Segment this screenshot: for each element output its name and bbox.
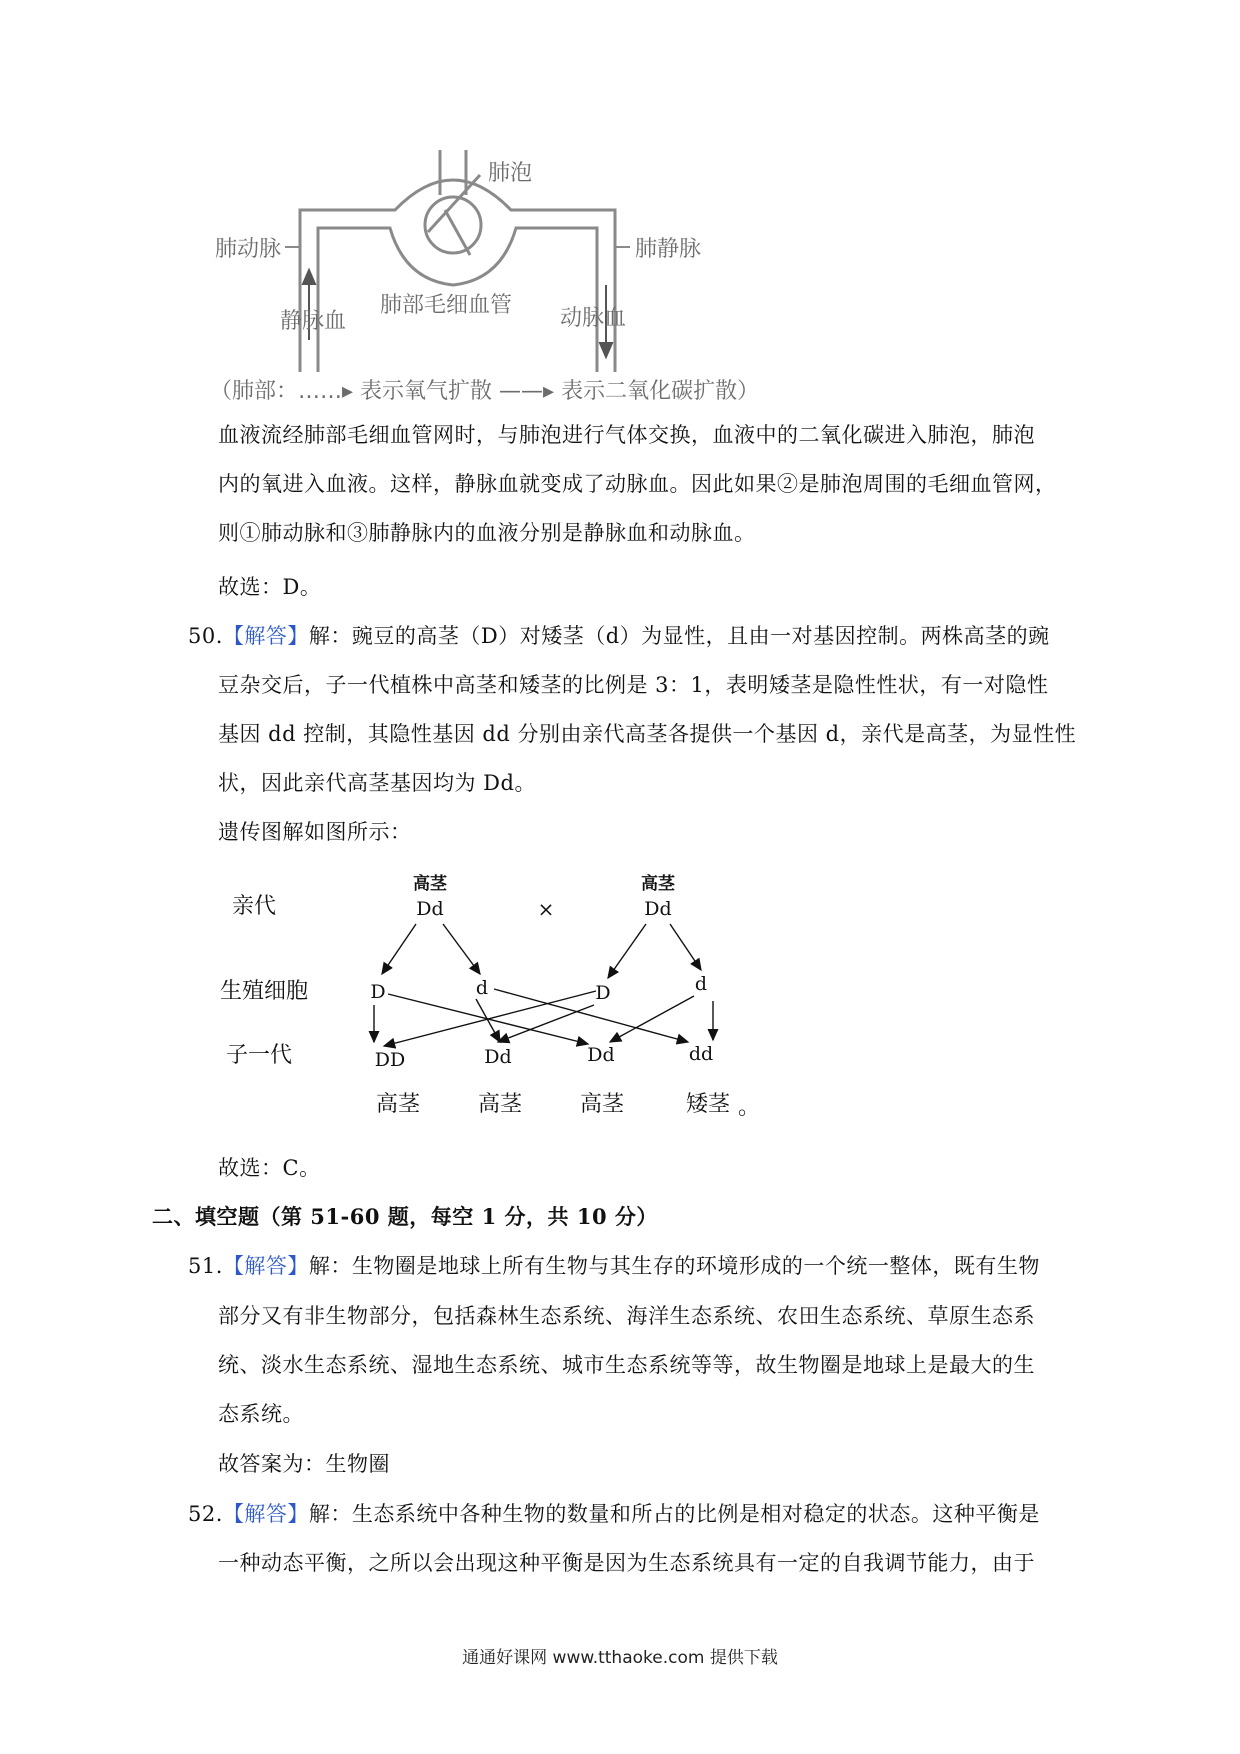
q52-line-2: 一种动态平衡，之所以会出现这种平衡是因为生态系统具有一定的自我调节能力，由于 <box>218 1551 1035 1575</box>
q51-line-3: 统、淡水生态系统、湿地生态系统、城市生态系统等等，故生物圈是地球上是最大的生 <box>218 1353 1035 1377</box>
q50-answer: 故选：C。 <box>218 1156 321 1180</box>
parent-2-genotype: Dd <box>644 898 672 920</box>
q50-line-4: 状，因此亲代高茎基因均为 Dd。 <box>218 771 536 795</box>
q50-line-5: 遗传图解如图所示： <box>218 820 412 844</box>
offspring-3: Dd <box>587 1044 615 1066</box>
q52-line-1: 解：生态系统中各种生物的数量和所占的比例是相对稳定的状态。这种平衡是 <box>308 1502 1040 1526</box>
row-label-gametes: 生殖细胞 <box>220 979 309 1004</box>
q51-block <box>188 1252 1040 1280</box>
q50-line-3: 基因 dd 控制，其隐性基因 dd 分别由亲代高茎各提供一个基因 d，亲代是高茎，为显性性 <box>218 722 1077 746</box>
q50-line-1: 解：豌豆的高茎（D）对矮茎（d）为显性，且由一对基因控制。两株高茎的豌 <box>308 624 1050 648</box>
gamete-2: d <box>475 977 489 999</box>
q51-line-4: 态系统。 <box>218 1402 304 1426</box>
diagram-end-mark: 。 <box>738 1095 761 1120</box>
q49-line-3: 则①肺动脉和③肺静脉内的血液分别是静脉血和动脉血。 <box>218 521 756 545</box>
row-label-parents: 亲代 <box>232 894 277 919</box>
section2-heading: 二、填空题（第 51-60 题，每空 1 分，共 10 分） <box>152 1204 658 1229</box>
venous-blood-label: 静脉血 <box>280 309 347 334</box>
parent-1-genotype: Dd <box>416 898 444 920</box>
q51-line-2: 部分又有非生物部分，包括森林生态系统、海洋生态系统、农田生态系统、草原生态系 <box>218 1304 1035 1328</box>
phenotype-2: 高茎 <box>477 1092 523 1117</box>
q49-answer: 故选：D。 <box>218 575 322 599</box>
gamete-4: d <box>694 973 708 995</box>
capillary-label: 肺部毛细血管 <box>380 293 513 318</box>
parent-2-phenotype: 高茎 <box>641 874 675 894</box>
parent-1-phenotype: 高茎 <box>413 874 447 894</box>
q52-solution-tag: 【解答】 <box>222 1502 309 1526</box>
phenotype-1: 高茎 <box>375 1092 421 1117</box>
q50-number: 50. <box>188 624 223 648</box>
offspring-4: dd <box>688 1043 714 1065</box>
q50-line-2: 豆杂交后，子一代植株中高茎和矮茎的比例是 3：1，表明矮茎是隐性性状，有一对隐性 <box>218 673 1049 697</box>
phenotype-3: 高茎 <box>579 1092 625 1117</box>
gamete-3: D <box>595 982 611 1004</box>
genetics-cross-diagram <box>218 866 778 1126</box>
q49-line-1: 血液流经肺部毛细血管网时，与肺泡进行气体交换，血液中的二氧化碳进入肺泡，肺泡 <box>218 423 1035 447</box>
pulmonary-vein-label: 肺静脉 <box>635 237 702 262</box>
cross-symbol: × <box>537 897 555 921</box>
offspring-1: DD <box>374 1049 406 1071</box>
lung-legend: （肺部：……▸ 表示氧气扩散 ——▸ 表示二氧化碳扩散） <box>210 379 760 404</box>
arterial-blood-label: 动脉血 <box>560 306 627 331</box>
row-label-offspring: 子一代 <box>226 1043 293 1068</box>
q51-line-1: 解：生物圈是地球上所有生物与其生存的环境形成的一个统一整体，既有生物 <box>308 1254 1040 1278</box>
offspring-2: Dd <box>484 1046 512 1068</box>
q51-number: 51. <box>188 1254 223 1278</box>
q50-block <box>188 622 1050 650</box>
lung-gas-exchange-diagram <box>210 150 790 404</box>
q49-line-2: 内的氧进入血液。这样，静脉血就变成了动脉血。因此如果②是肺泡周围的毛细血管网， <box>218 472 1057 496</box>
page-footer: 通通好课网 www.tthaoke.com 提供下载 <box>462 1648 778 1668</box>
q52-number: 52. <box>188 1502 223 1526</box>
q51-solution-tag: 【解答】 <box>222 1254 309 1278</box>
gamete-1: D <box>370 981 386 1003</box>
alveolus-label: 肺泡 <box>488 161 533 186</box>
q52-block <box>188 1500 1040 1528</box>
phenotype-4: 矮茎 <box>685 1092 731 1117</box>
q50-solution-tag: 【解答】 <box>222 624 309 648</box>
pulmonary-artery-label: 肺动脉 <box>215 237 282 262</box>
q51-answer: 故答案为：生物圈 <box>218 1452 390 1476</box>
